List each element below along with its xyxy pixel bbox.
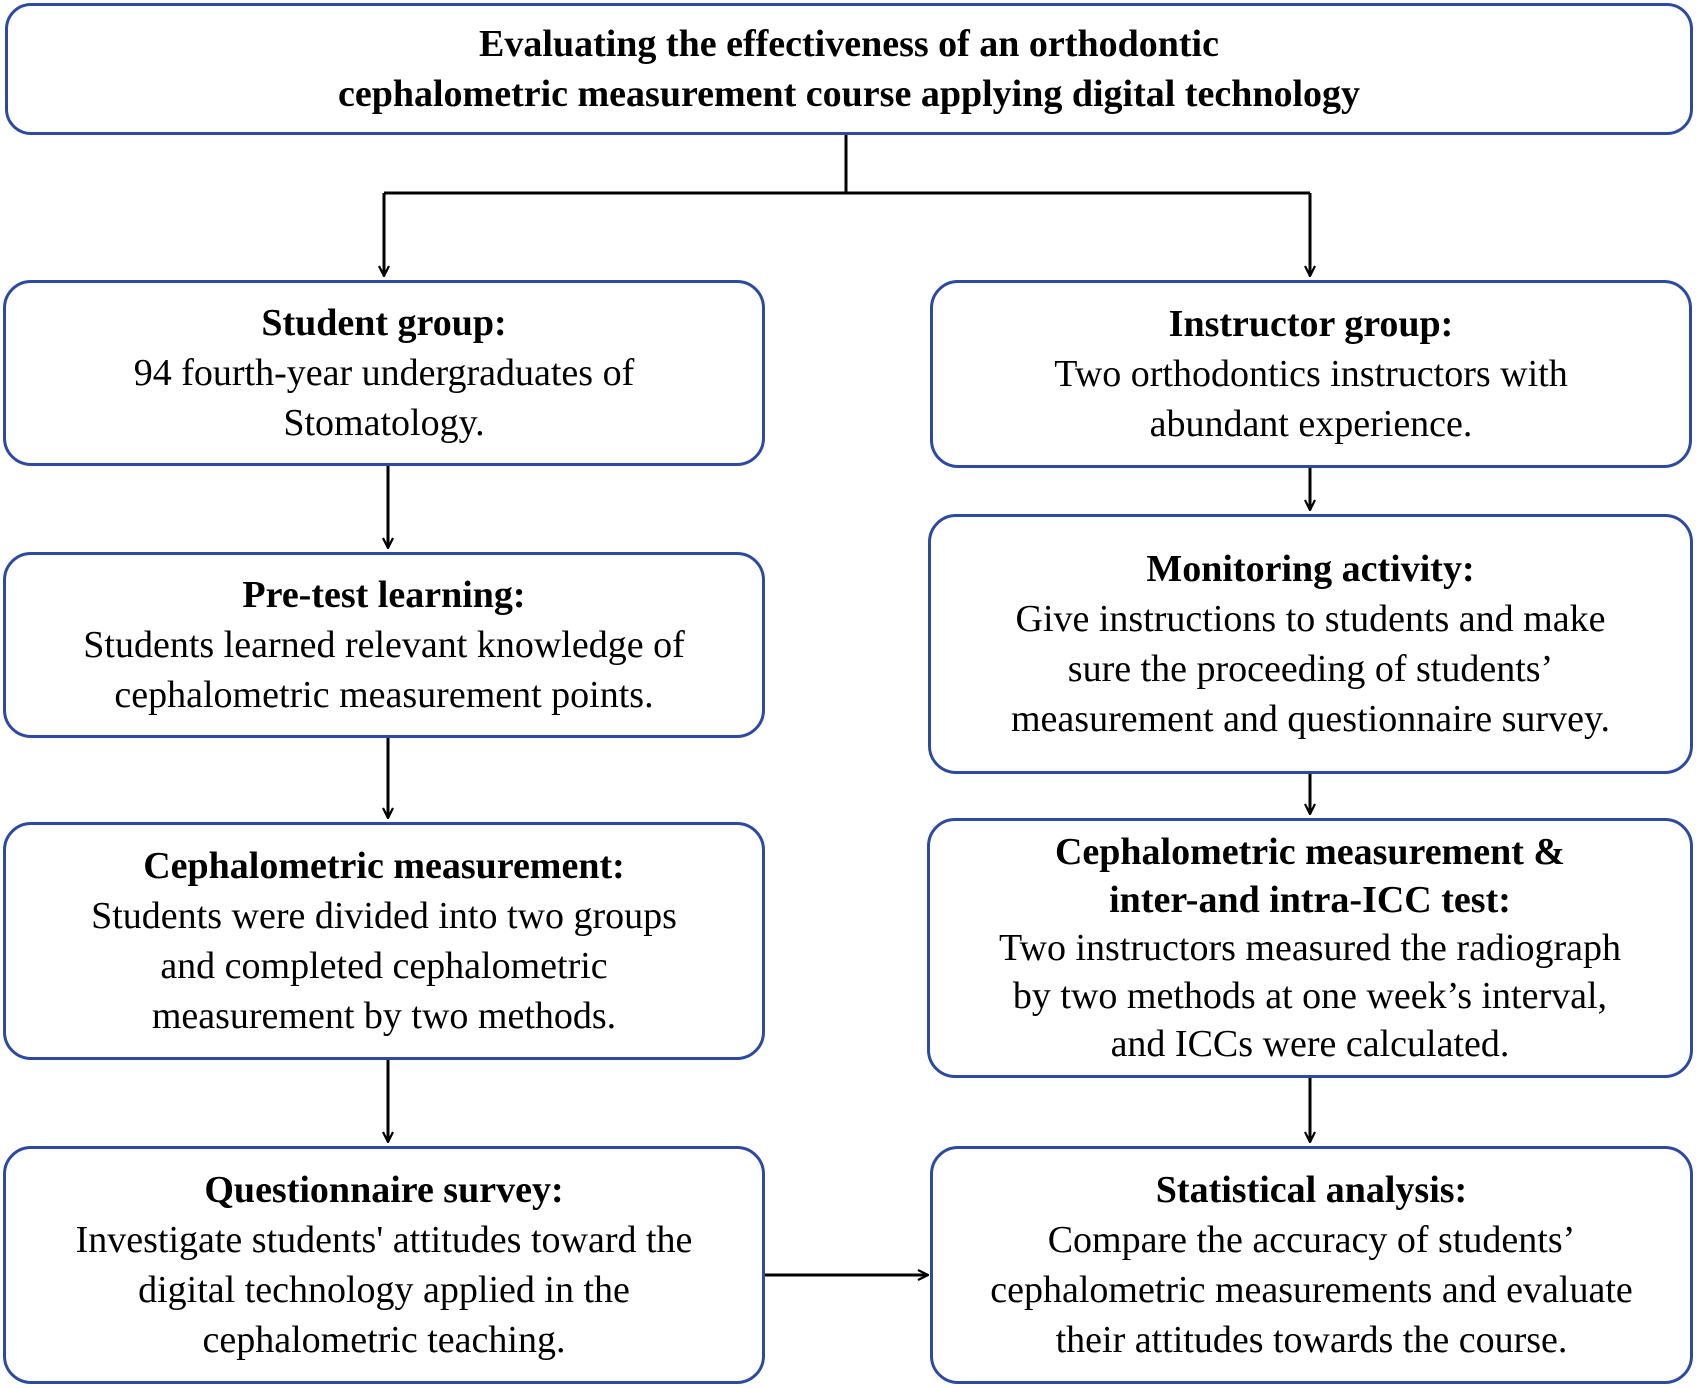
questionnaire-survey-box [3, 1146, 765, 1384]
instructor-cephalometric-icc-box [927, 818, 1693, 1078]
instructor-group-text: Two orthodontics instructors with abundant experience. [1054, 353, 1568, 445]
statistical-analysis-title: Statistical analysis: [1155, 1169, 1468, 1211]
student-cephalometric-text: Students were divided into two groups and completed cephalometric measurement by two methods. [91, 895, 677, 1037]
monitoring-activity-box [928, 514, 1693, 774]
statistical-analysis-box [930, 1146, 1693, 1384]
questionnaire-survey-title: Questionnaire survey: [204, 1169, 564, 1211]
main-title-box [5, 3, 1693, 135]
statistical-analysis-text: Compare the accuracy of students’ cephalometric measurements and evaluate their attitudes towards the course. [990, 1219, 1633, 1361]
student-cephalometric-title: Cephalometric measurement: [143, 845, 625, 887]
instructor-group-title: Instructor group: [1168, 303, 1454, 345]
monitoring-activity-title: Monitoring activity: [1146, 548, 1475, 590]
instructor-cephalometric-icc-title: Cephalometric measurement & inter-and intra-ICC test: [1054, 831, 1566, 921]
pretest-learning-text: Students learned relevant knowledge of cephalometric measurement points. [83, 624, 685, 716]
student-group-title: Student group: [261, 302, 507, 344]
student-group-box [3, 280, 765, 466]
student-cephalometric-box [3, 822, 765, 1060]
student-group-text: 94 fourth-year undergraduates of Stomatology. [133, 352, 635, 444]
main-title: Evaluating the effectiveness of an orthodontic cephalometric measurement course applying digital technology [337, 23, 1361, 115]
pretest-learning-box [3, 552, 765, 738]
pretest-learning-title: Pre-test learning: [242, 574, 526, 616]
instructor-group-box [930, 280, 1692, 468]
instructor-cephalometric-icc-text: Two instructors measured the radiograph by two methods at one week’s interval, and ICCs were calculated. [998, 927, 1622, 1065]
questionnaire-survey-text: Investigate students' attitudes toward the digital technology applied in the cephalometric teaching. [75, 1219, 693, 1361]
monitoring-activity-text: Give instructions to students and make sure the proceeding of students’ measurement and questionnaire survey. [1010, 598, 1610, 740]
